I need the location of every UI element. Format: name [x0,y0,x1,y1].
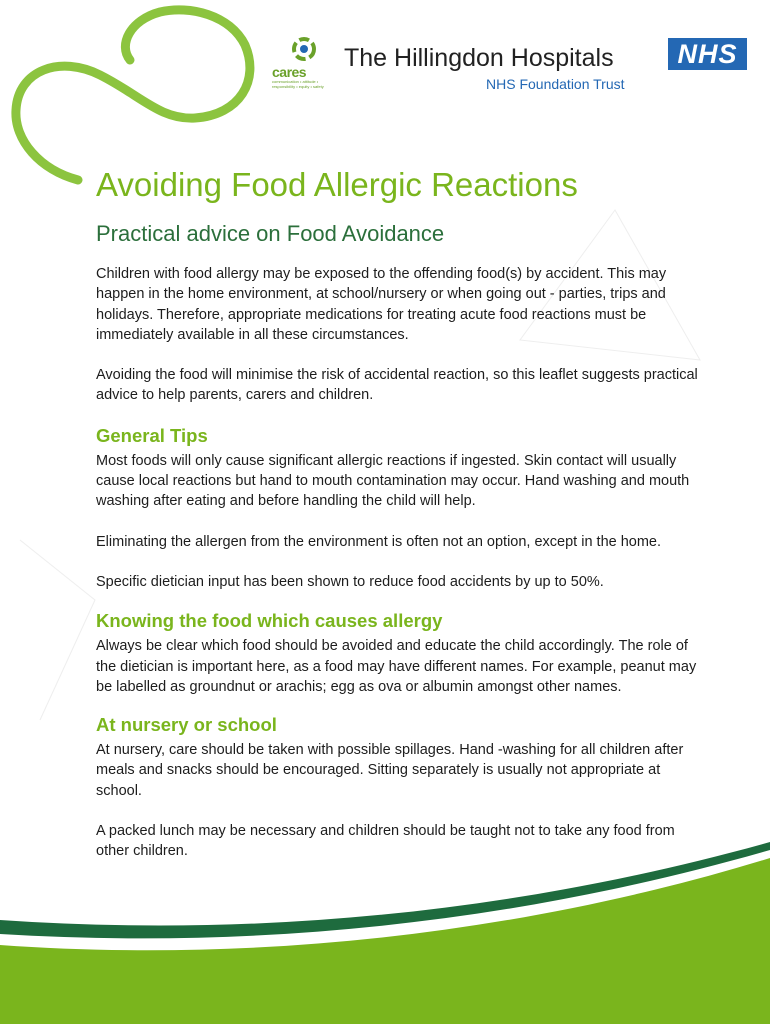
section-paragraph: At nursery, care should be taken with possible spillages. Hand -washing for all children after meals and snacks should be encouraged. Sitting separately is usually not appropriate at school. [96,742,684,799]
swirl-graphic [16,10,250,180]
section-paragraph: Most foods will only cause significant allergic reactions if ingested. Skin contact will usually cause local reactions but hand to mouth contamination may occur. Hand washing and mouth washing after eating and before handling the child will help. [96,452,690,510]
intro-paragraph: Avoiding the food will minimise the risk of accidental reaction, so this leaflet suggests practical advice to help parents, carers and children. [96,367,698,404]
section-heading-nursery-school: At nursery or school [96,714,277,736]
section-paragraph: Specific dietician input has been shown to reduce food accidents by up to 50%. [96,573,604,590]
nhs-logo: NHS [668,38,747,70]
cares-word: cares [272,64,307,80]
intro-paragraph: Children with food allergy may be exposed to the offending food(s) by accident. This may happen in the home environment, at school/nursery or when going out - parties, trips and holidays. Therefore, appropriate medications for treating acute food reactions must be immediately available in all these circumstances. [96,266,667,343]
cares-tagline: communication • attitude • responsibility • equity • safety [272,79,324,89]
page-title: Avoiding Food Allergic Reactions [96,166,578,203]
document-body [96,166,706,862]
section-heading-knowing-the-food: Knowing the food which causes allergy [96,610,443,632]
section-paragraph: Eliminating the allergen from the environment is often not an option, except in the home. [96,533,662,550]
faint-outline-shape [20,540,95,720]
page-subtitle: Practical advice on Food Avoidance [96,221,445,246]
section-heading-general-tips: General Tips [96,424,208,446]
section-paragraph: Always be clear which food should be avoided and educate the child accordingly. The role of the dietician is important here, as a food may have different names. For example, peanut may be labelled as groundnut or arachis; egg as ova or albumin amongst other names. [96,638,697,695]
organisation-subtitle: NHS Foundation Trust [486,76,625,92]
header [270,36,750,96]
organisation-name: The Hillingdon Hospitals [344,44,614,72]
section-paragraph: A packed lunch may be necessary and children should be taught not to take any food from other children. [96,823,675,860]
